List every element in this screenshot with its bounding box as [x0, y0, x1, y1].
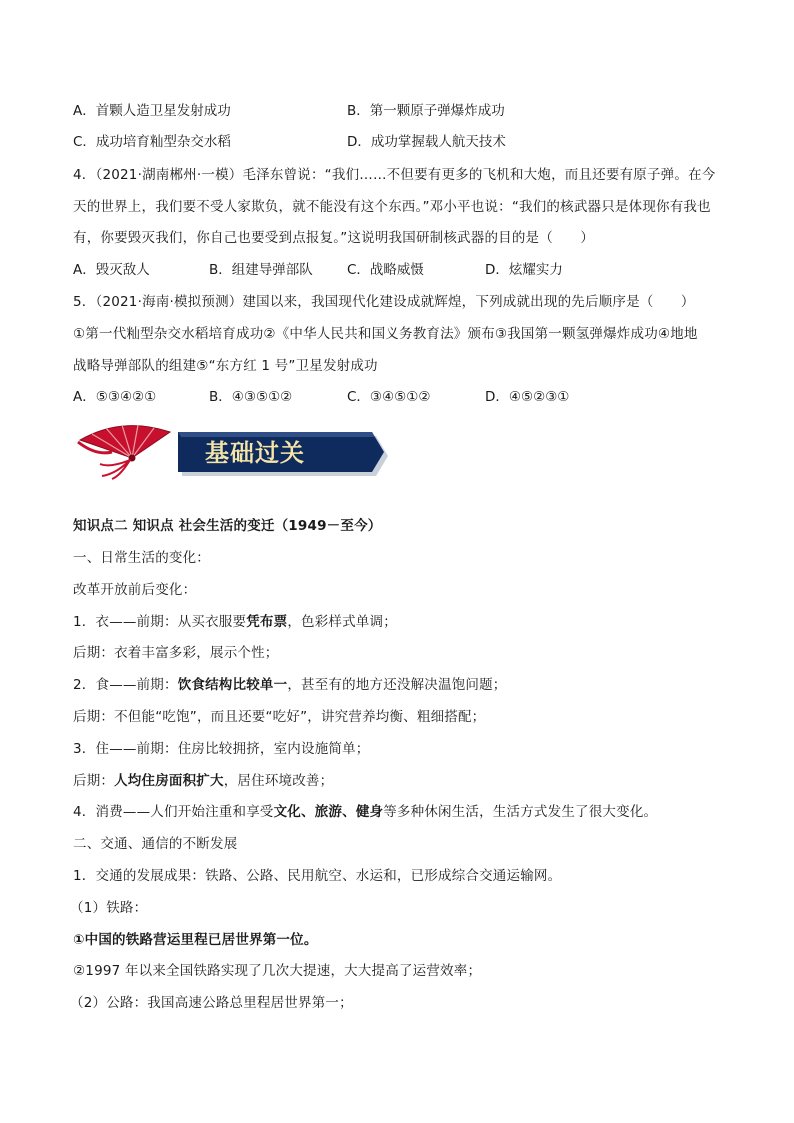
- q5-text-line3: 战略导弹部队的组建⑤“东方红 1 号”卫星发射成功: [73, 358, 378, 374]
- q3-option-b: B．第一颗原子弹爆炸成功: [347, 103, 505, 119]
- q4-text-line1: 4．（2021·湖南郴州·一模）毛泽东曾说：“我们……不但要有更多的飞机和大炮，而且还要有原子弹。在今: [73, 167, 716, 183]
- housing-later-emphasis: 人均住房面积扩大: [114, 773, 224, 789]
- q4-option-d: D．炫耀实力: [485, 262, 563, 278]
- clothing-early: [73, 612, 733, 632]
- consumption: [73, 802, 733, 822]
- food-early-emphasis: 饮食结构比较单一: [177, 677, 288, 693]
- q3-option-c: C．成功培育籼型杂交水稻: [73, 134, 231, 150]
- q5-option-c: C．③④⑤①②: [347, 389, 431, 405]
- section-two-title: 二、交通、通信的不断发展: [73, 836, 238, 852]
- railway-heading: （1）铁路：: [70, 900, 148, 916]
- q4-option-b: B．组建导弹部队: [209, 262, 313, 278]
- food-early-tail: ，甚至有的地方还没解决温饱问题；: [287, 677, 507, 693]
- q5-text-line1: 5．（2021·海南·模拟预测）建国以来，我国现代化建设成就辉煌，下列成就出现的先后顺序是（ ）: [73, 294, 695, 310]
- q4-option-a: A．毁灭敌人: [73, 262, 150, 278]
- railway-point-2: ②1997 年以来全国铁路实现了几次大提速，大大提高了运营效率；: [73, 963, 482, 979]
- consumption-text: 4．消费——人们开始注重和享受: [73, 804, 274, 820]
- food-early: [73, 675, 733, 695]
- consumption-sep-2: 、: [342, 804, 356, 820]
- consumption-travel: 旅游: [314, 804, 343, 820]
- q4-text-line2: 天的世界上，我们要不受人家欺负，就不能没有这个东西。”邓小平也说：“我们的核武器只是体现你有我也: [73, 199, 711, 215]
- clothing-early-emphasis: 凭布票: [246, 614, 288, 630]
- q5-text-line2: ①第一代籼型杂交水稻培育成功②《中华人民共和国义务教育法》颁布③我国第一颗氢弹爆炸成功④地地: [73, 326, 698, 342]
- banner-title: 基础过关: [205, 438, 305, 467]
- q5-option-d: D．④⑤②③①: [485, 389, 570, 405]
- q3-option-d: D．成功掌握载人航天技术: [347, 134, 506, 150]
- transport-achievements: 1．交通的发展成果：铁路、公路、民用航空、水运和，已形成综合交通运输网。: [73, 868, 562, 884]
- q4-text-line3: 有，你要毁灭我们，你自己也要受到点报复。”这说明我国研制核武器的目的是（ ）: [73, 230, 595, 246]
- section-one-title: 一、日常生活的变化：: [73, 550, 210, 566]
- consumption-fitness: 健身: [355, 804, 384, 820]
- housing-early: 3．住——前期：住房比较拥挤，室内设施简单；: [73, 741, 370, 757]
- q5-option-a: A．⑤③④②①: [73, 389, 157, 405]
- clothing-later: 后期：衣着丰富多彩，展示个性；: [73, 645, 279, 661]
- clothing-early-tail: ，色彩样式单调；: [287, 614, 397, 630]
- subheading-reform: 改革开放前后变化：: [73, 582, 197, 598]
- consumption-tail: 等多种休闲生活，生活方式发生了很大变化。: [383, 804, 658, 820]
- housing-later-tail: ，居住环境改善；: [223, 773, 334, 789]
- fan-icon: [78, 425, 170, 479]
- food-early-text: 2．食——前期：: [73, 677, 178, 693]
- highway-point: （2）公路：我国高速公路总里程居世界第一；: [70, 995, 353, 1011]
- q5-option-b: B．④③⑤①②: [209, 389, 293, 405]
- consumption-sep-1: 、: [301, 804, 315, 820]
- q3-option-a: A．首颗人造卫星发射成功: [73, 103, 231, 119]
- knowledge-heading: 知识点二 知识点 社会生活的变迁（1949－至今）: [73, 518, 382, 534]
- clothing-early-text: 1．衣——前期：从买衣服要: [73, 614, 247, 630]
- food-later: 后期：不但能“吃饱”，而且还要“吃好”，讲究营养均衡、粗细搭配；: [73, 709, 486, 725]
- housing-later-text: 后期：: [73, 773, 115, 789]
- housing-later: [73, 771, 733, 791]
- q4-option-c: C．战略威慑: [347, 262, 424, 278]
- consumption-culture: 文化: [273, 804, 301, 820]
- railway-point-1: ①中国的铁路营运里程已居世界第一位。: [73, 932, 318, 948]
